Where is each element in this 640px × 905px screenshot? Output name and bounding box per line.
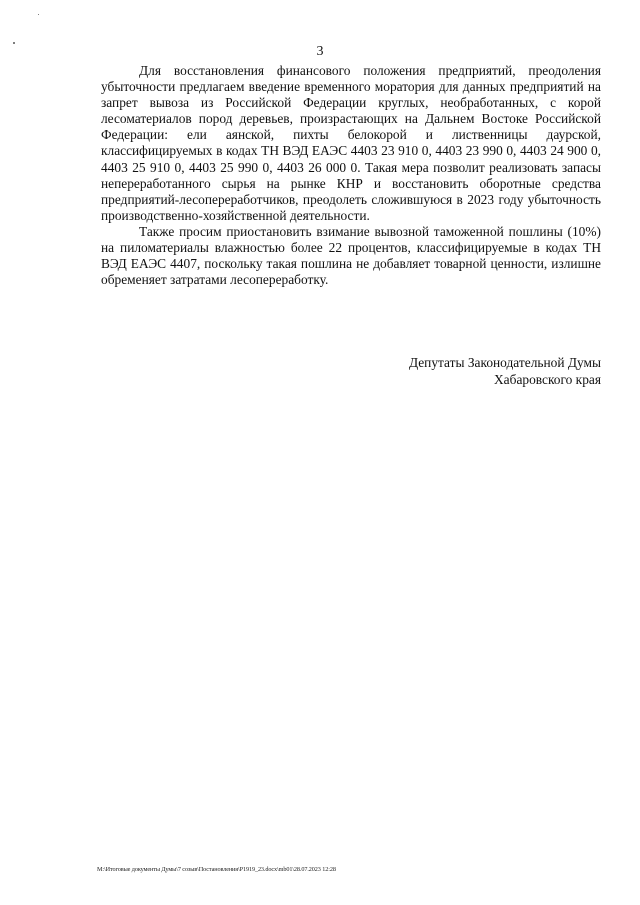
scan-speck <box>38 14 39 15</box>
page-number: 3 <box>316 44 324 59</box>
document-body <box>101 63 601 288</box>
file-path-footer: M:\Итоговые документы Думы\7 созыв\Постановления\P1919_23.docx\mb01\28.07.2023 12:28 <box>97 866 336 873</box>
paragraph-moratorium: Для восстановления финансового положения предприятий, преодоления убыточности предлагаем введение временного моратория для данных предприятий на запрет вывоза из Российской Федерации круглых, необработанных, с корой лесоматериалов пород деревьев, произрастающих на Дальнем Востоке Российской Федерации: ели аянской, пихты белокорой и лиственницы даурской, классифицируемых в кодах ТН ВЭД ЕАЭС 4403 23 910 0, 4403 23 990 0, 4403 24 900 0, 4403 25 910 0, 4403 25 990 0, 4403 26 000 0. Такая мера позволит реализовать запасы непереработанного сырья на рынке КНР и восстановить оборотные средства предприятий-лесопереработчиков, преодолеть сложившуюся в 2023 году убыточность производственно-хозяйственной деятельности. <box>101 63 601 223</box>
signature-line-deputies: Депутаты Законодательной Думы <box>408 355 601 370</box>
signature-block <box>409 355 601 388</box>
signature-line-region: Хабаровского края <box>494 371 601 387</box>
paragraph-customs-duty: Также просим приостановить взимание вывозной таможенной пошлины (10%) на пиломатериалы влажностью более 22 процентов, классифицируемые в кодах ТН ВЭД ЕАЭС 4407, поскольку такая пошлина не добавляет товарной ценности, излишне обременяет затратами лесопереработку. <box>101 223 601 288</box>
